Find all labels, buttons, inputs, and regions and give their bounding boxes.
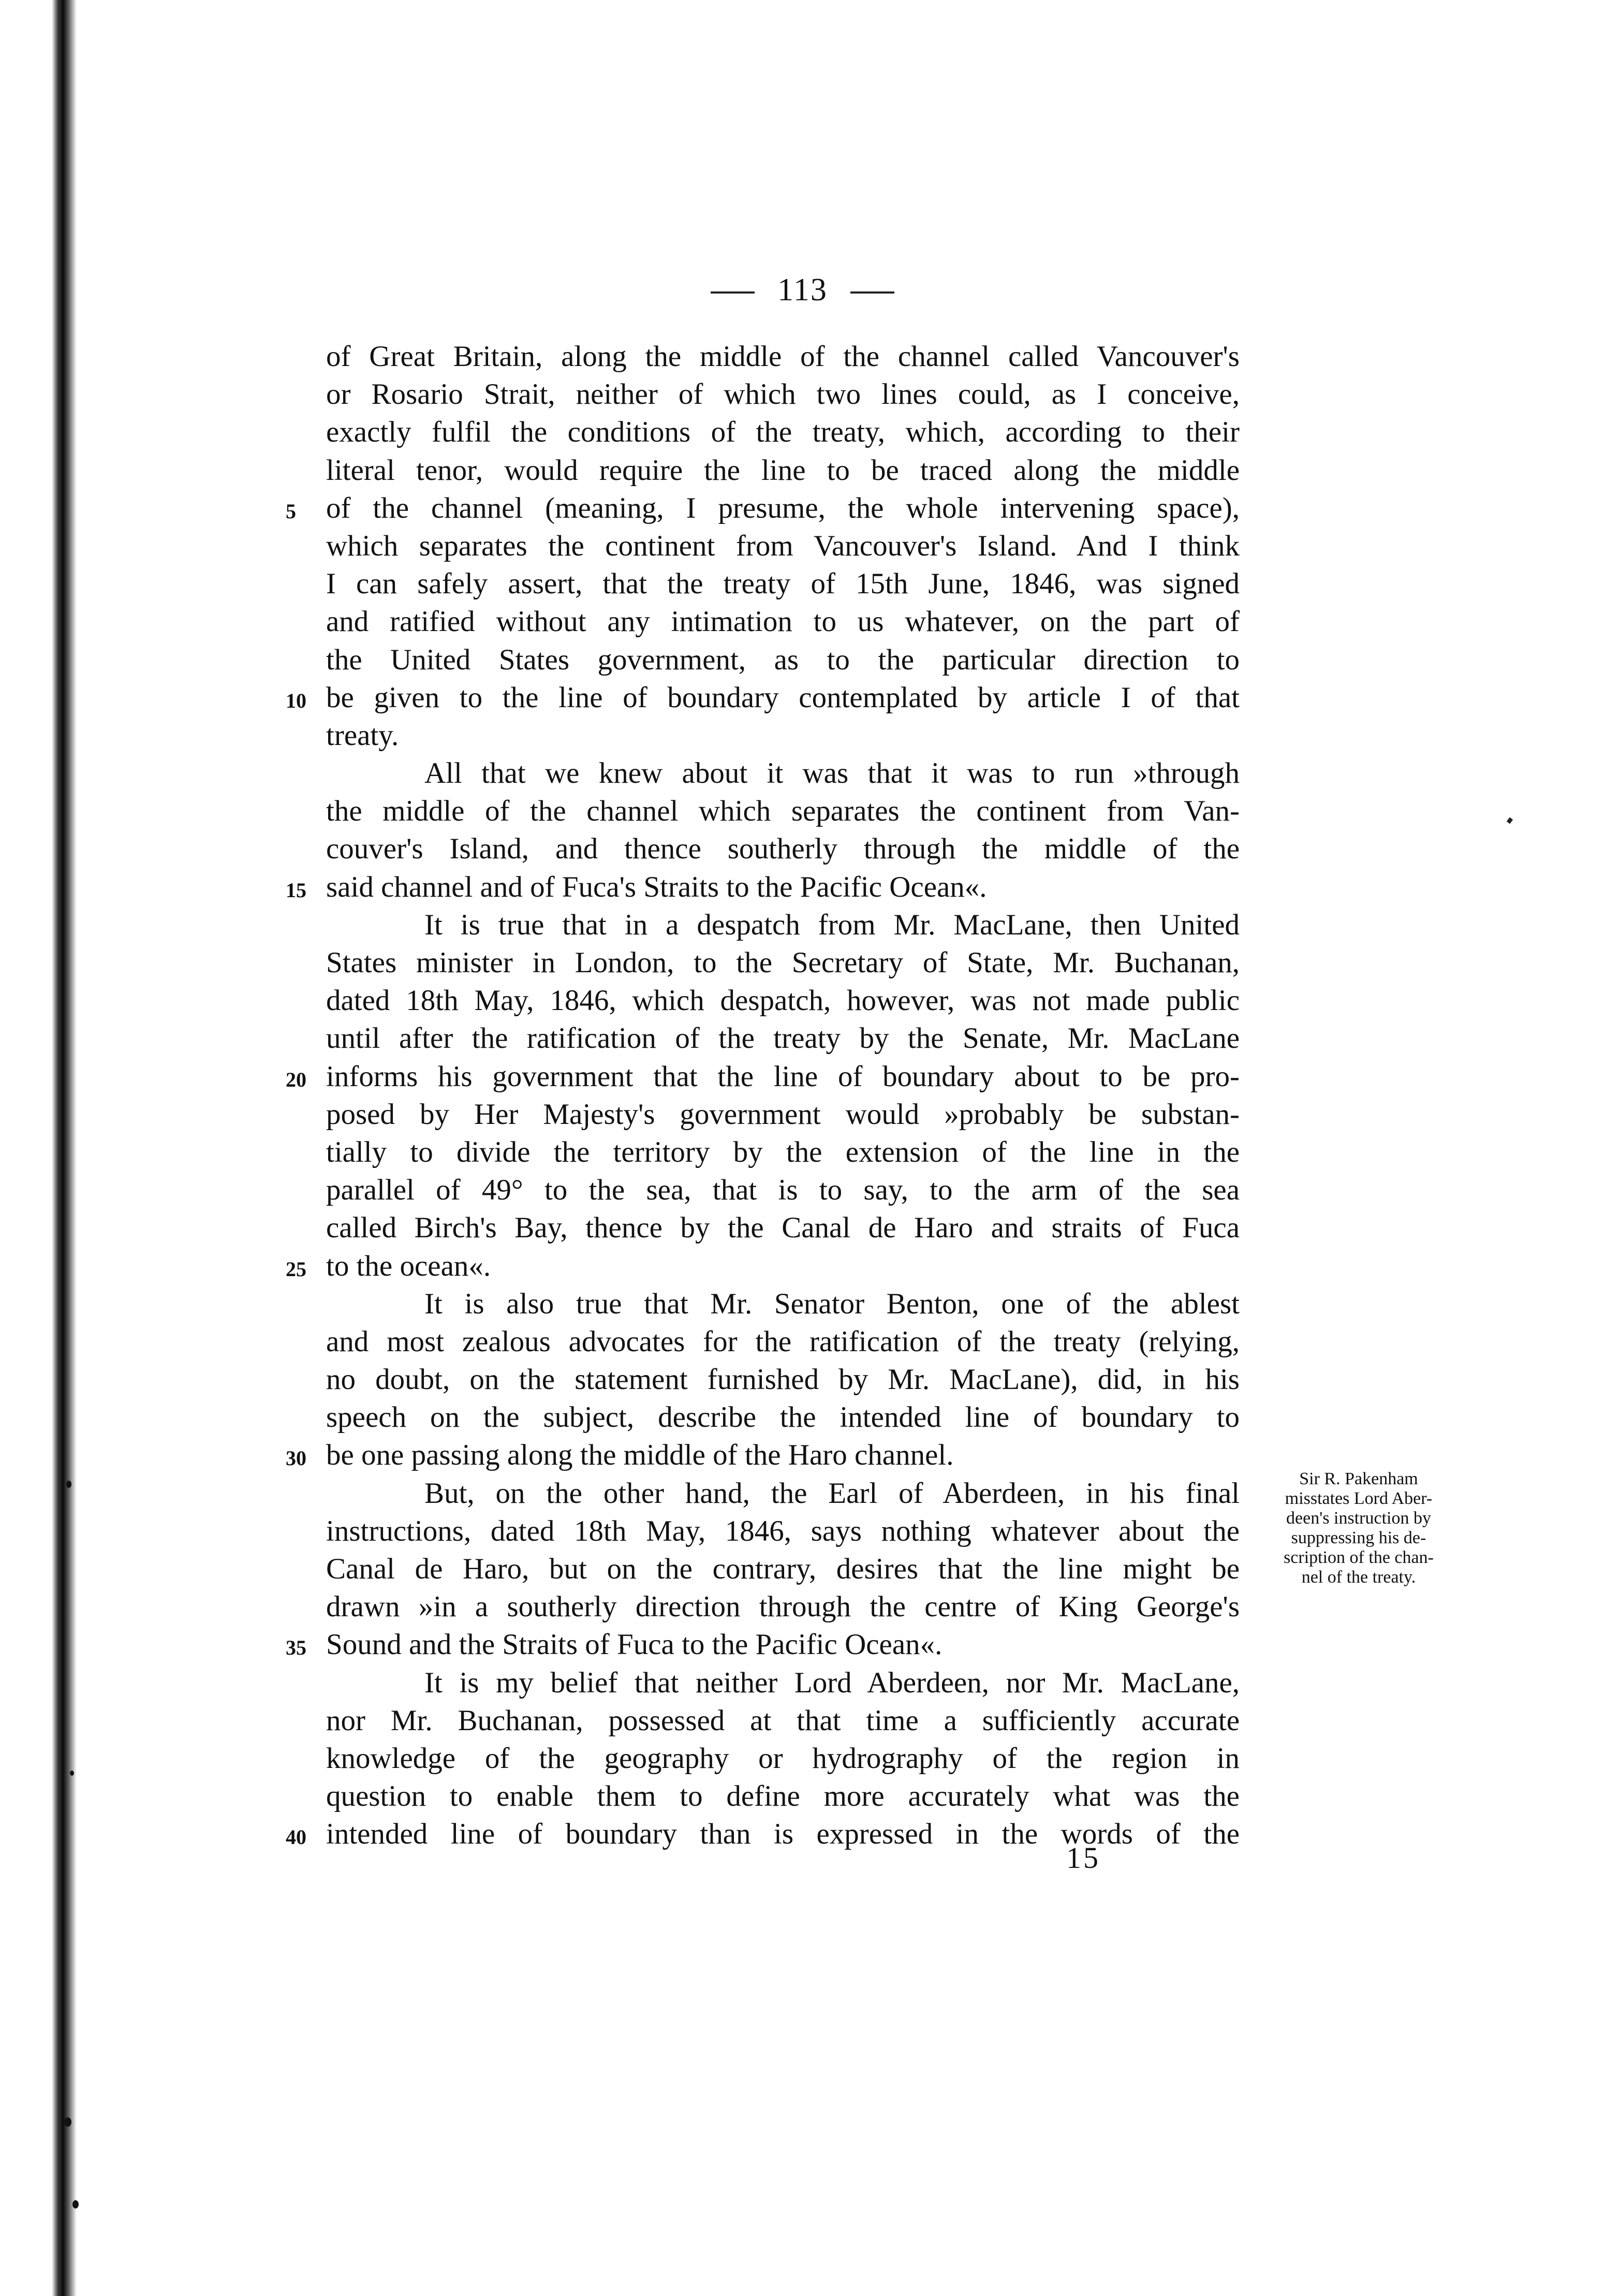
text-line: couver's Island, and thence southerly through the middle of the [326, 832, 1240, 866]
text-line: literal tenor, would require the line to be traced along the middle [326, 454, 1240, 487]
line-number: 10 [286, 689, 306, 712]
line-number: 35 [286, 1636, 306, 1660]
text-line: 15 said channel and of Fuca's Straits to the Pacific Ocean«. [326, 868, 1240, 906]
text-line: States minister in London, to the Secretary of State, Mr. Buchanan, [326, 946, 1240, 979]
margin-note-line: Sir R. Pakenham [1299, 1469, 1418, 1488]
text-line: drawn »in a southerly direction through the centre of King George's [326, 1590, 1240, 1624]
line-number: 5 [286, 499, 296, 523]
text-line: It is my belief that neither Lord Aberdeen, nor Mr. MacLane, [424, 1666, 1240, 1699]
page-number: 113 [777, 272, 828, 308]
text-line: nor Mr. Buchanan, possessed at that time a sufficiently accurate [326, 1704, 1240, 1737]
text-line: of Great Britain, along the middle of the channel called Vancouver's [326, 340, 1240, 373]
text-line: 25 to the ocean«. [326, 1247, 1240, 1285]
ink-mark [1507, 817, 1513, 824]
text-line: I can safely assert, that the treaty of 15th June, 1846, was signed [326, 567, 1240, 601]
text-line: or Rosario Strait, neither of which two lines could, as I conceive, [326, 378, 1240, 411]
margin-note-line: deen's instruction by [1286, 1509, 1431, 1528]
text-line: 20 informs his government that the line of boundary about to be pro- [326, 1058, 1240, 1095]
page-binding-edge [0, 0, 78, 2296]
text-line: It is also true that Mr. Senator Benton, one of the ablest [424, 1287, 1240, 1320]
text-line: and ratified without any intimation to us whatever, on the part of [326, 605, 1240, 638]
binding-speck [64, 2117, 71, 2127]
text-line: speech on the subject, describe the intended line of boundary to [326, 1401, 1240, 1434]
text-line: 5 of the channel (meaning, I presume, the whole intervening space), [326, 489, 1240, 527]
body-text [286, 338, 1240, 1853]
text-line: the middle of the channel which separates the continent from Van- [326, 795, 1240, 828]
text-line: treaty. [326, 719, 399, 752]
text-line: which separates the continent from Vancouver's Island. And I think [326, 529, 1240, 562]
text-line: and most zealous advocates for the ratification of the treaty (relying, [326, 1325, 1240, 1358]
text-line: But, on the other hand, the Earl of Aberdeen, in his final [424, 1476, 1240, 1510]
signature-mark: 15 [1066, 1841, 1100, 1875]
text-line: until after the ratification of the treaty by the Senate, Mr. MacLane [326, 1022, 1240, 1055]
text-line: question to enable them to define more accurately what was the [326, 1780, 1240, 1813]
line-number: 25 [286, 1257, 306, 1281]
line-number: 20 [286, 1067, 306, 1091]
margin-note-line: misstates Lord Aber- [1285, 1489, 1433, 1508]
text-line: All that we knew about it was that it was to run »through [424, 757, 1240, 790]
text-line: parallel of 49° to the sea, that is to say, to the arm of the sea [326, 1174, 1240, 1207]
text-line: 40 intended line of boundary than is expressed in the words of the [326, 1815, 1240, 1853]
header-dash-left [711, 291, 755, 294]
text-line: knowledge of the geography or hydrography of the region in [326, 1742, 1240, 1775]
margin-note-line: scription of the chan- [1284, 1548, 1434, 1567]
text-line: It is true that in a despatch from Mr. MacLane, then United [424, 908, 1240, 941]
text-line: 10 be given to the line of boundary contemplated by article I of that [326, 679, 1240, 716]
binding-speck [66, 1481, 71, 1488]
text-line: posed by Her Majesty's government would »probably be substan- [326, 1098, 1240, 1131]
text-line: the United States government, as to the particular direction to [326, 643, 1240, 676]
text-line: dated 18th May, 1846, which despatch, however, was not made public [326, 984, 1240, 1017]
text-line: called Birch's Bay, thence by the Canal de Haro and straits of Fuca [326, 1211, 1240, 1245]
binding-speck [72, 2200, 79, 2209]
binding-speck [70, 1771, 74, 1776]
header-dash-right [850, 291, 894, 294]
text-line: tially to divide the territory by the extension of the line in the [326, 1135, 1240, 1168]
text-line: 30 be one passing along the middle of the Haro channel. [326, 1436, 1240, 1474]
text-line: Canal de Haro, but on the contrary, desires that the line might be [326, 1553, 1240, 1585]
page-header [0, 264, 1605, 316]
margin-note-line: suppressing his de- [1291, 1528, 1426, 1547]
text-line: no doubt, on the statement furnished by Mr. MacLane), did, in his [326, 1363, 1240, 1396]
text-line: 35 Sound and the Straits of Fuca to the Pacific Ocean«. [326, 1626, 1240, 1663]
text-line: exactly fulfil the conditions of the treaty, which, according to their [326, 416, 1240, 449]
line-number: 40 [286, 1825, 306, 1849]
line-number: 30 [286, 1446, 306, 1470]
margin-note [1255, 1469, 1462, 1587]
text-line: instructions, dated 18th May, 1846, says nothing whatever about the [326, 1514, 1240, 1547]
line-number: 15 [286, 878, 306, 902]
margin-note-line: nel of the treaty. [1301, 1568, 1416, 1587]
